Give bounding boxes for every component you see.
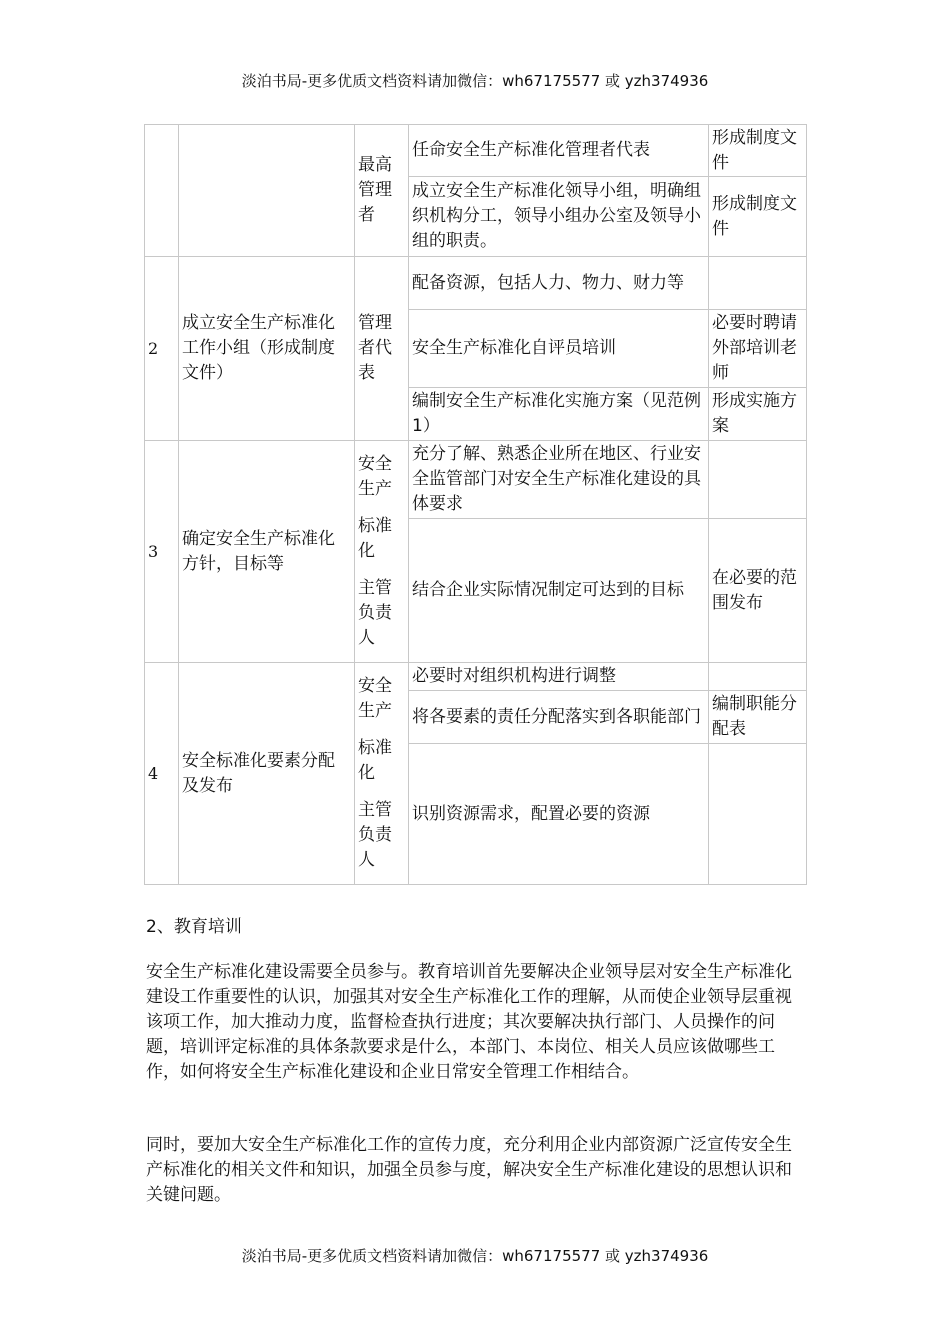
task-table (144, 124, 807, 885)
note-cell: 形成制度文件 (709, 177, 807, 257)
task-cell: 安全标准化要素分配及发布 (179, 663, 355, 885)
content-cell: 识别资源需求，配置必要的资源 (409, 744, 709, 885)
note-cell: 编制职能分配表 (709, 691, 807, 744)
responsible-cell: 最高 管理 者 (355, 125, 409, 257)
note-cell: 形成实施方案 (709, 388, 807, 441)
note-cell: 在必要的范围发布 (709, 519, 807, 663)
page-header: 淡泊书局-更多优质文档资料请加微信：wh67175577 或 yzh374936 (241, 72, 709, 90)
page-footer: 淡泊书局-更多优质文档资料请加微信：wh67175577 或 yzh374936 (241, 1247, 709, 1265)
note-cell (709, 257, 807, 310)
content-cell: 任命安全生产标准化管理者代表 (409, 125, 709, 177)
table-row (145, 441, 807, 519)
task-cell: 成立安全生产标准化工作小组（形成制度文件） (179, 257, 355, 441)
content-cell: 必要时对组织机构进行调整 (409, 663, 709, 691)
row-number-cell: 2 (145, 257, 179, 441)
content-cell: 编制安全生产标准化实施方案（见范例 1） (409, 388, 709, 441)
content-cell: 成立安全生产标准化领导小组，明确组织机构分工，领导小组办公室及领导小组的职责。 (409, 177, 709, 257)
note-cell (709, 441, 807, 519)
note-cell: 必要时聘请外部培训老师 (709, 310, 807, 388)
content-cell: 充分了解、熟悉企业所在地区、行业安全监管部门对安全生产标准化建设的具体要求 (409, 441, 709, 519)
table-row (145, 663, 807, 691)
table-row (145, 257, 807, 310)
row-number-cell: 3 (145, 441, 179, 663)
body-paragraph: 同时，要加大安全生产标准化工作的宣传力度，充分利用企业内部资源广泛宣传安全生产标准化的相关文件和知识，加强全员参与度，解决安全生产标准化建设的思想认识和关键问题。 (146, 1135, 792, 1205)
content-cell: 结合企业实际情况制定可达到的目标 (409, 519, 709, 663)
note-cell (709, 663, 807, 691)
task-cell: 确定安全生产标准化方针，目标等 (179, 441, 355, 663)
row-number-cell (145, 125, 179, 257)
section-heading: 2、教育培训 (146, 917, 242, 937)
responsible-cell: 安全 生产 标准 化 主管 负责 人 (355, 663, 409, 885)
content-cell: 将各要素的责任分配落实到各职能部门 (409, 691, 709, 744)
note-cell (709, 744, 807, 885)
responsible-cell: 安全 生产 标准 化 主管 负责 人 (355, 441, 409, 663)
responsible-cell: 管理 者代 表 (355, 257, 409, 441)
table-row (145, 125, 807, 177)
row-number-cell: 4 (145, 663, 179, 885)
task-cell (179, 125, 355, 257)
note-cell: 形成制度文件 (709, 125, 807, 177)
content-cell: 配备资源，包括人力、物力、财力等 (409, 257, 709, 310)
content-cell: 安全生产标准化自评员培训 (409, 310, 709, 388)
body-paragraph: 安全生产标准化建设需要全员参与。教育培训首先要解决企业领导层对安全生产标准化建设工作重要性的认识，加强其对安全生产标准化工作的理解，从而使企业领导层重视该项工作，加大推动力度，监督检查执行进度；其次要解决执行部门、人员操作的问题，培训评定标准的具体条款要求是什么，本部门、本岗位、相关人员应该做哪些工作，如何将安全生产标准化建设和企业日常安全管理工作相结合。 (146, 962, 792, 1082)
